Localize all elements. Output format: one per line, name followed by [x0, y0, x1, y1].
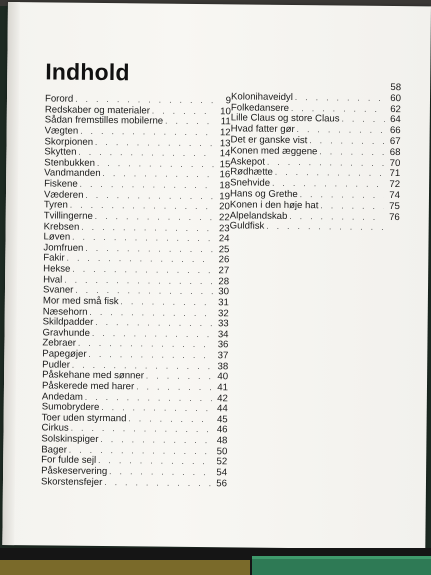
toc-entry-title: Skorstensfejer — [40, 475, 103, 488]
toc-entry-title: Konen med æggene — [230, 145, 318, 158]
toc-entry-page: 72 — [389, 179, 401, 191]
toc-entry-page: 12 — [219, 127, 231, 139]
dot-leader — [342, 115, 385, 126]
toc-entry-page: 46 — [216, 424, 228, 436]
toc-entry-title: Sådan fremstilles mobilerne — [44, 114, 164, 127]
toc-entry-title: Cirkus — [41, 422, 69, 435]
toc-entry-page: 54 — [216, 467, 228, 479]
dot-leader — [165, 117, 215, 128]
toc-entry-title: Lille Claus og store Claus — [230, 112, 340, 125]
toc-entry-page: 64 — [390, 114, 401, 126]
toc-entry-title: Zebraer — [42, 337, 77, 350]
book-spine-yellow — [0, 560, 250, 575]
toc-entry-page: 22 — [219, 212, 230, 224]
toc-entry-title: Kolonihaveidyl — [230, 91, 293, 103]
toc-entry-title: Guldfisk — [229, 220, 265, 233]
toc-entry-page: 68 — [389, 146, 401, 158]
toc-entry-page: 31 — [218, 297, 229, 309]
toc-entry-page: 33 — [217, 318, 229, 330]
toc-entry-title: Stenbukken — [44, 157, 96, 169]
toc-entry-page: 11 — [220, 116, 231, 128]
toc-entry-title: Bager — [41, 443, 67, 456]
toc-entry-title: Alpelandskab — [229, 209, 288, 222]
book-page — [2, 2, 431, 549]
dot-leader — [146, 372, 212, 383]
toc-entry-page: 30 — [218, 286, 230, 298]
toc-entry-page: 48 — [216, 435, 228, 447]
toc-entry-page: 44 — [217, 403, 228, 415]
toc-entry-page: 10 — [220, 105, 231, 117]
toc-entry-title: Skildpadder — [42, 316, 94, 329]
toc-entry-title: For fulde sejl — [41, 454, 97, 467]
toc-entry-page: 52 — [216, 456, 228, 468]
toc-entry-title: Hekse — [43, 263, 71, 275]
toc-entry-page: 36 — [217, 339, 229, 351]
toc-entry-title: Skorpionen — [44, 135, 94, 148]
page-title: Indhold — [45, 58, 130, 86]
toc-entry-page: 15 — [219, 158, 231, 171]
toc-entry-page: 75 — [389, 200, 400, 212]
toc-entry-title: Påskehane med sønner — [42, 369, 145, 382]
toc-entry-title: Krebsen — [43, 220, 80, 233]
toc-entry-page: 23 — [218, 222, 230, 234]
toc-right-column — [230, 81, 402, 234]
dot-leader — [104, 478, 211, 490]
toc-entry-page: 14 — [219, 148, 231, 160]
toc-entry-page: 27 — [218, 265, 230, 277]
toc-entry-page: 74 — [389, 189, 401, 202]
toc-entry-page: 20 — [219, 201, 230, 213]
toc-entry-title: Det er ganske vist — [230, 134, 308, 147]
toc-entry-title: Rødhætte — [230, 166, 273, 179]
toc-entry-page: 60 — [390, 92, 402, 104]
toc-entry-title: Forord — [44, 93, 74, 105]
toc-entry-title: Svaner — [42, 284, 74, 296]
toc-entry-title: Redskaber og materialer — [44, 104, 150, 117]
toc-entry-page: 34 — [217, 328, 229, 341]
toc-entry-page: 37 — [217, 350, 229, 362]
toc-entry-page: 41 — [217, 382, 229, 394]
toc-entry-page: 50 — [216, 445, 228, 457]
toc-entry-title: Fiskene — [44, 178, 78, 190]
toc-entry-page: 76 — [389, 211, 400, 223]
toc-entry-title: Påskeservering — [41, 465, 108, 477]
dot-leader — [266, 222, 383, 234]
toc-entry-title: Jomfruen — [43, 242, 84, 254]
toc-entry-page: 16 — [219, 169, 231, 181]
toc-entry-page: 58 — [390, 82, 402, 94]
toc-entry-title: Vægten — [44, 125, 79, 137]
toc-entry-page: 19 — [219, 190, 231, 202]
toc-entry-title: Tyren — [43, 199, 68, 211]
toc-entry-page: 40 — [217, 371, 229, 383]
dot-leader — [320, 201, 384, 212]
toc-entry-title: Løven — [43, 231, 71, 243]
toc-entry-title: Mor med små fisk — [42, 295, 119, 308]
toc-entry-page: 71 — [389, 168, 401, 180]
toc-entry-page: 67 — [389, 135, 401, 148]
toc-entry-title: Gravhunde — [42, 327, 91, 339]
toc-entry-page: 70 — [389, 157, 401, 169]
toc-entry-title: Askepot — [230, 155, 266, 168]
toc-entry-page: 9 — [225, 95, 232, 107]
dot-leader — [309, 136, 384, 148]
toc-entry-title: Vandmanden — [44, 167, 101, 180]
toc-entry-title: Folkedansere — [230, 101, 290, 114]
toc-entry-title: Hval — [43, 274, 63, 286]
toc-entry-title: Hvad fatter gør — [230, 123, 295, 136]
toc-entry-title: Papegøjer — [42, 348, 87, 360]
toc-entry-page: 32 — [218, 307, 229, 319]
toc-entry-page: 38 — [217, 360, 229, 372]
toc-entry-page: 18 — [219, 180, 231, 192]
toc-entry-title: Pudler — [42, 359, 70, 371]
toc-entry-title: Andedam — [41, 390, 84, 403]
toc-entry-title: Skytten — [44, 146, 77, 158]
book-spine-green — [252, 556, 431, 575]
toc-entry-page: 13 — [219, 137, 231, 149]
dot-leader — [136, 382, 212, 393]
toc-entry-page: 24 — [218, 233, 230, 245]
toc-entry-page: 26 — [218, 254, 230, 266]
toc-entry-title: Tvillingerne — [43, 210, 93, 222]
toc-entry-title: Næsehorn — [42, 305, 88, 318]
toc-entry-title: Påskerede med harer — [41, 380, 135, 393]
toc-entry-page: 56 — [216, 477, 228, 489]
toc-entry-title: Solskinspiger — [41, 433, 99, 445]
toc-entry-title: Hans og Grethe — [229, 188, 298, 201]
toc-entry-page: 42 — [217, 392, 228, 404]
toc-entry-title: Væderen — [43, 189, 84, 201]
toc-entry-title: Toer uden styrmand — [41, 412, 127, 425]
toc-entry-title: Snehvide — [230, 177, 271, 189]
toc-entry-page: 25 — [218, 243, 230, 256]
toc-entry-title: Sumobrydere — [41, 401, 100, 414]
toc-entry-page: 45 — [216, 413, 228, 426]
toc-entry — [41, 477, 227, 490]
toc-entry — [230, 222, 400, 235]
toc-entry-page: 66 — [389, 125, 401, 137]
toc-entry-title: Konen i den høje hat — [229, 199, 319, 212]
dot-leader — [319, 147, 384, 158]
toc-entry-page: 28 — [218, 275, 230, 287]
toc-entry-title: Fakir — [43, 252, 65, 264]
toc-left-column — [41, 94, 231, 489]
toc-entry-page: 62 — [390, 103, 401, 115]
